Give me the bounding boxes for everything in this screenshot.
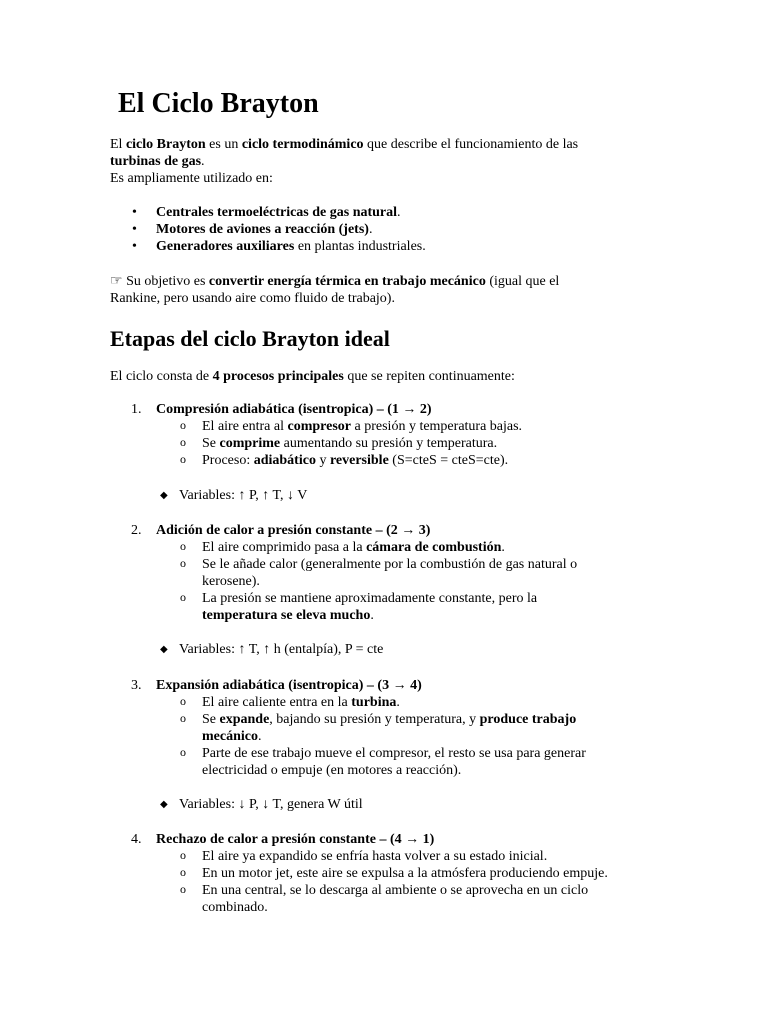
list-item: • Motores de aviones a reacción (jets). [110, 221, 426, 238]
list-item: o El aire comprimido pasa a la cámara de combustión. [110, 539, 670, 556]
page-title: El Ciclo Brayton [118, 88, 319, 119]
pointing-hand-icon: ☞ [110, 274, 123, 289]
list-item: • Centrales termoeléctricas de gas natural. [110, 204, 426, 221]
intro-paragraph: El ciclo Brayton es un ciclo termodinámico que describe el funcionamiento de las turbinas de gas. Es ampliamente utilizado en: [110, 137, 579, 186]
list-item: o En una central, se lo descarga al ambiente o se aprovecha en un ciclo combinado. [110, 882, 670, 916]
step-2-details [110, 539, 670, 624]
objective-paragraph: ☞ Su objetivo es convertir energía térmica en trabajo mecánico (igual que el Rankine, pero usando aire como fluido de trabajo). [110, 274, 560, 306]
list-item: o Se le añade calor (generalmente por la combustión de gas natural o kerosene). [110, 556, 670, 590]
list-item: • Generadores auxiliares en plantas industriales. [110, 238, 426, 255]
diamond-bullet-icon: ◆ [160, 799, 168, 810]
diamond-bullet-icon: ◆ [160, 644, 168, 655]
list-item: o El aire ya expandido se enfría hasta volver a su estado inicial. [110, 848, 670, 865]
step-4-details [110, 848, 670, 916]
steps-intro: El ciclo consta de 4 procesos principales que se repiten continuamente: [110, 369, 515, 384]
list-item: o En un motor jet, este aire se expulsa a la atmósfera produciendo empuje. [110, 865, 670, 882]
list-item: o El aire caliente entra en la turbina. [110, 694, 670, 711]
step-3-details [110, 694, 670, 779]
list-item: o Parte de ese trabajo mueve el compresor, el resto se usa para generar electricidad o empuje (en motores a reacción). [110, 745, 670, 779]
step-1-details [110, 418, 670, 469]
list-item: o Se expande, bajando su presión y temperatura, y produce trabajo mecánico. [110, 711, 670, 745]
list-item: o Se comprime aumentando su presión y temperatura. [110, 435, 670, 452]
section-title: Etapas del ciclo Brayton ideal [110, 326, 390, 351]
list-item: o La presión se mantiene aproximadamente constante, pero la temperatura se eleva mucho. [110, 590, 670, 624]
list-item: o El aire entra al compresor a presión y temperatura bajas. [110, 418, 670, 435]
document-page: El Ciclo Brayton El ciclo Brayton es un ciclo termodinámico que describe el funcionamiento de las turbinas de gas. Es ampliamente utilizado en: • Centrales termoeléctricas de gas natural. • Motores de aviones a reacción (jets). • Generadores auxiliares en plantas industriales. ☞ Su objetivo es convertir energía térmica en trabajo mecánico (igual que el Rankine, pero usando aire como fluido de trabajo). Etapas del ciclo Brayton ideal El ciclo consta de 4 procesos principales que se repiten continuamente: 1. Compresión adiabática (isentropica) – (1 → 2) o El aire entra al compresor a presión y temperatura bajas. o Se comprime aumentando su presión y temperatura. o Proceso: adiabático y reversible (S=cteS = cteS=cte). ◆ Variables: ↑ P, ↑ T, ↓ V 2. Adición de calor a presión constante – (2 → 3) o El aire comprimido pasa a la cámara de combustión. o Se le añade calor (generalmente por la combustión de gas natural o kerosene). o La presión se mantiene aproximadamente constante, pero la temperatura se eleva mucho. ◆ Variables: ↑ T, ↑ h (entalpía), P = cte 3. Expansión adiabática (isentropica) – (3 → 4) o El aire caliente entra en la turbina. o Se expande, bajando su presión y temperatura, y produce trabajo mecánico. o Parte de ese trabajo mueve el compresor, el resto se usa para generar electricidad o empuje (en motores a reacción). ◆ Variables: ↓ P, ↓ T, genera W útil 4. Rechazo de calor a presión constante – (4 → 1) o El aire ya expandido se enfría hasta volver a su estado inicial. o En un motor jet, este aire se expulsa a la atmósfera produciendo empuje. o En una central, se lo descarga al ambiente o se aprovecha en un ciclo combinado. [0, 0, 768, 1024]
diamond-bullet-icon: ◆ [160, 490, 168, 501]
list-item: o Proceso: adiabático y reversible (S=cteS = cteS=cte). [110, 452, 670, 469]
uses-list [110, 204, 426, 255]
